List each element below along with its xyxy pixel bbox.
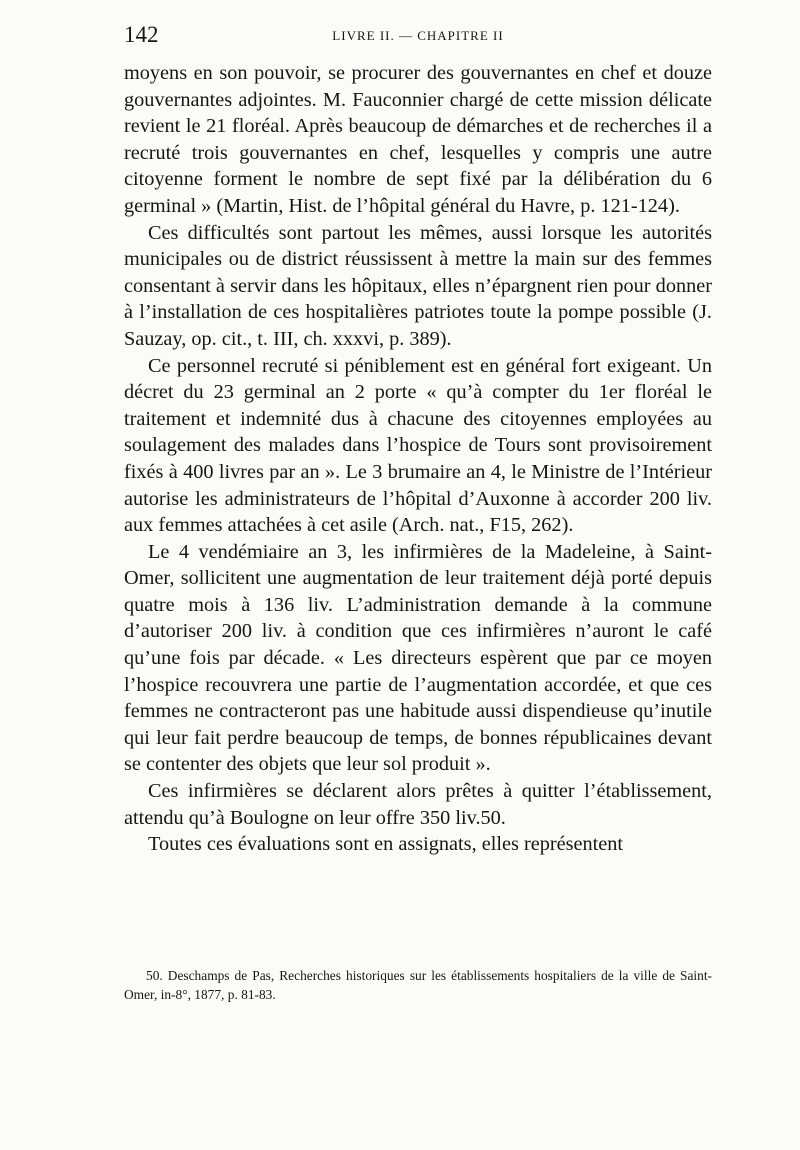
running-head: LIVRE II. — CHAPITRE II	[332, 28, 504, 43]
page-header	[124, 22, 712, 48]
paragraph: Ce personnel recruté si péniblement est en général fort exigeant. Un décret du 23 germinal an 2 porte « qu’à compter du 1er floréal le traitement et indemnité dus à chacune des citoyennes employées au soulagement des malades dans l’hospice de Tours sont provisoirement fixés à 400 livres par an ». Le 3 brumaire an 4, le Ministre de l’Intérieur autorise les administrateurs de l’hôpital d’Auxonne à accorder 200 liv. aux femmes attachées à cet asile (Arch. nat., F15, 262).	[124, 354, 712, 537]
paragraph: Ces difficultés sont partout les mêmes, aussi lorsque les autorités municipales ou de district réussissent à mettre la main sur des femmes consentant à servir dans les hôpitaux, elles n’épargnent rien pour donner à l’installation de ces hospitalières patriotes toute la pompe possible (J. Sauzay, op. cit., t. III, ch. xxxvi, p. 389).	[124, 221, 712, 350]
body-text	[124, 60, 712, 858]
paragraph: Toutes ces évaluations sont en assignats, elles représentent	[148, 833, 624, 856]
footnotes	[124, 966, 712, 1004]
footnote: 50. Deschamps de Pas, Recherches historiques sur les établissements hospitaliers de la ville de Saint-Omer, in-8°, 1877, p. 81-83.	[124, 968, 712, 1002]
page-number: 142	[124, 22, 159, 47]
paragraph: Le 4 vendémiaire an 3, les infirmières de la Madeleine, à Saint-Omer, sollicitent une augmentation de leur traitement déjà porté depuis quatre mois à 136 liv. L’administration demande à la commune d’autoriser 200 liv. à condition que ces infirmières n’auront le café qu’une fois par décade. « Les directeurs espèrent que par ce moyen l’hospice recouvrera une partie de l’augmentation accordée, et que ces femmes ne contracteront pas une habitude aussi dispendieuse qu’inutile qui leur fait perdre beaucoup de temps, de bonnes républicaines devant se contenter des objets que leur sol produit ».	[124, 540, 712, 776]
paragraph: moyens en son pouvoir, se procurer des gouvernantes en chef et douze gouvernantes adjointes. M. Fauconnier chargé de cette mission délicate revient le 21 floréal. Après beaucoup de démarches et de recherches il a recruté trois gouvernantes en chef, lesquelles y compris une autre citoyenne forment le nombre de sept fixé par la délibération du 6 germinal » (Martin, Hist. de l’hôpital général du Havre, p. 121-124).	[124, 62, 712, 217]
paragraph: Ces infirmières se déclarent alors prêtes à quitter l’établissement, attendu qu’à Boulogne on leur offre 350 liv.50.	[124, 780, 712, 829]
